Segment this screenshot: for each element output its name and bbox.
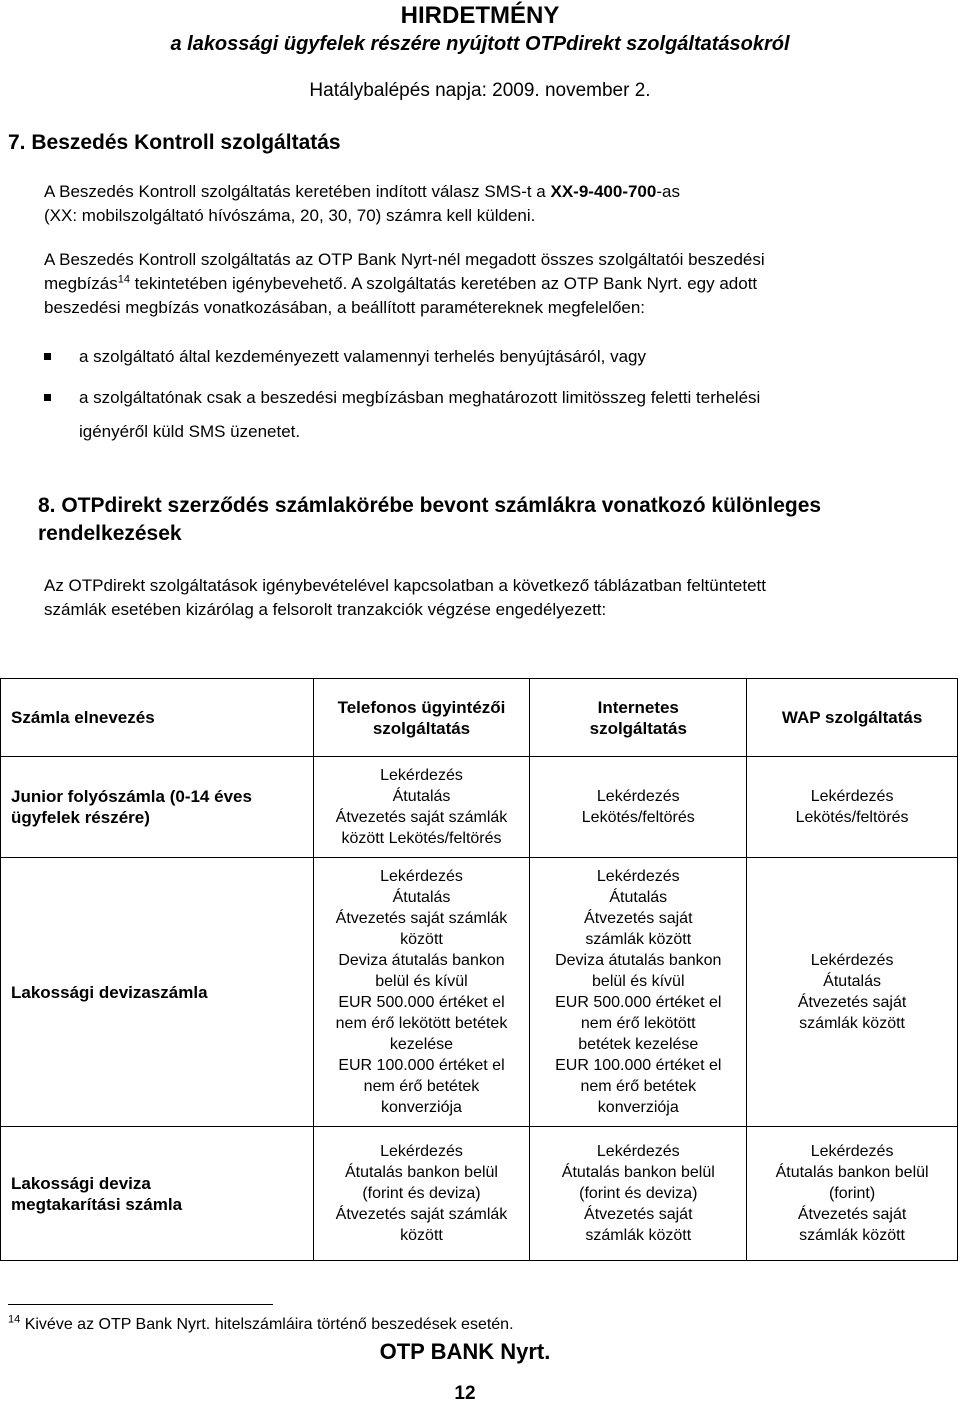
account-services-table xyxy=(0,678,958,1261)
cell-line: Átvezetés saját xyxy=(797,994,907,1011)
cell-line: Átutalás xyxy=(392,788,451,805)
footnote-ref: 14 xyxy=(117,273,130,286)
cell-line: Átutalás bankon belül xyxy=(775,1164,929,1181)
table-cell xyxy=(747,757,958,858)
table-cell xyxy=(313,757,530,858)
cell-line: Átvezetés saját xyxy=(584,1206,693,1223)
table-cell xyxy=(747,858,958,1127)
cell-line: Deviza átutalás bankon xyxy=(555,952,722,969)
bullet-item xyxy=(44,386,924,446)
cell-line: nem érő lekötött betétek xyxy=(335,1015,508,1032)
intro-line-2: számlák esetében kizárólag a felsorolt tranzakciók végzése engedélyezett: xyxy=(44,600,607,619)
bullet-text xyxy=(79,386,924,444)
cell-line: Internetes xyxy=(597,697,679,717)
p2-line-2a: megbízás xyxy=(44,274,118,293)
table-cell xyxy=(747,1127,958,1261)
cell-line: Lakossági devizaszámla xyxy=(11,982,208,1002)
cell-line: Átvezetés saját számlák xyxy=(335,910,508,927)
footnote-number: 14 xyxy=(8,1313,21,1326)
bullet-square-icon xyxy=(44,353,51,360)
cell-line: Lekérdezés xyxy=(380,1143,463,1160)
cell-line: szolgáltatás xyxy=(372,718,471,738)
cell-line: Lekötés/feltörés xyxy=(795,809,909,826)
header-cell-account-name xyxy=(1,679,314,757)
cell-line: belül és kívül xyxy=(592,973,685,990)
cell-line: között Lekötés/feltörés xyxy=(341,830,502,847)
cell-line: Átvezetés saját számlák xyxy=(335,1206,508,1223)
bullet-text-line-1: a szolgáltatónak csak a beszedési megbízásban meghatározott limitösszeg feletti terhelési xyxy=(79,388,761,407)
table-cell xyxy=(313,1127,530,1261)
table-cell xyxy=(313,858,530,1127)
cell-line: között xyxy=(400,1227,443,1244)
cell-line: Átvezetés saját számlák xyxy=(335,809,508,826)
header-cell-phone-service xyxy=(313,679,530,757)
cell-line: között xyxy=(400,931,443,948)
footnote-text: Kivéve az OTP Bank Nyrt. hitelszámláira történő beszedések esetén. xyxy=(20,1316,514,1333)
cell-line: Lekérdezés xyxy=(810,788,894,805)
cell-line: Átvezetés saját xyxy=(584,910,693,927)
cell-line: ügyfelek részére) xyxy=(11,808,150,827)
cell-line: Számla elnevezés xyxy=(11,708,155,727)
table-row xyxy=(1,858,958,1127)
cell-line: számlák között xyxy=(585,931,692,948)
page-number: 12 xyxy=(454,1383,476,1404)
cell-line: Telefonos ügyintézői xyxy=(337,697,506,717)
cell-line: Lekérdezés xyxy=(596,788,680,805)
header-cell-wap-service xyxy=(747,679,958,757)
cell-line: EUR 500.000 értéket el xyxy=(338,994,505,1011)
p1-text-b: -as xyxy=(656,182,680,201)
cell-line: számlák között xyxy=(799,1015,905,1032)
cell-line: (forint és deviza) xyxy=(362,1185,481,1202)
cell-line: Átutalás bankon belül xyxy=(344,1164,498,1181)
cell-line: (forint és deviza) xyxy=(579,1185,698,1202)
cell-line: Átvezetés saját xyxy=(797,1206,907,1223)
section-7-heading: 7. Beszedés Kontroll szolgáltatás xyxy=(8,131,341,154)
cell-line: számlák között xyxy=(799,1227,905,1244)
table-cell xyxy=(530,858,747,1127)
cell-line: WAP szolgáltatás xyxy=(781,708,923,727)
cell-line: Lekérdezés xyxy=(380,767,463,784)
bullet-square-icon xyxy=(44,394,51,401)
cell-line: Átutalás xyxy=(609,889,668,906)
row-name-cell xyxy=(1,1127,314,1261)
document-title: HIRDETMÉNY xyxy=(400,2,560,29)
section-8-heading xyxy=(38,492,938,548)
p2-line-3: beszedési megbízás vonatkozásában, a beállított paramétereknek megfelelően: xyxy=(44,298,646,317)
bullet-text: a szolgáltató által kezdeményezett valamennyi terhelés benyújtásáról, vagy xyxy=(79,347,646,366)
cell-line: EUR 500.000 értéket el xyxy=(555,994,722,1011)
header-cell-internet-service xyxy=(530,679,747,757)
cell-line: nem érő betétek xyxy=(580,1078,697,1095)
section-8-intro xyxy=(44,574,924,622)
cell-line: szolgáltatás xyxy=(589,718,687,738)
cell-line: Lekérdezés xyxy=(596,868,680,885)
section-8-heading-line-1: 8. OTPdirekt szerződés számlakörébe bevont számlákra vonatkozó különleges xyxy=(38,494,822,517)
table-cell xyxy=(530,757,747,858)
cell-line: Lekérdezés xyxy=(810,952,894,969)
cell-line: Átutalás xyxy=(392,889,451,906)
row-name-cell xyxy=(1,757,314,858)
cell-line: Lekérdezés xyxy=(380,868,463,885)
cell-line: betétek kezelése xyxy=(578,1036,699,1053)
cell-line: Lekérdezés xyxy=(596,1143,680,1160)
cell-line: EUR 100.000 értéket el xyxy=(555,1057,722,1074)
cell-line: konverziója xyxy=(597,1099,679,1116)
section-7-paragraph-2 xyxy=(44,248,924,320)
effective-date: Hatálybalépés napja: 2009. november 2. xyxy=(309,80,651,101)
footnote-divider xyxy=(8,1304,273,1305)
cell-line: Átutalás bankon belül xyxy=(561,1164,715,1181)
sms-number: XX-9-400-700 xyxy=(550,182,657,201)
cell-line: Deviza átutalás bankon xyxy=(338,952,505,969)
p2-line-2b: tekintetében igénybevehető. A szolgáltatás keretében az OTP Bank Nyrt. egy adott xyxy=(129,274,758,293)
cell-line: (forint) xyxy=(828,1185,876,1202)
section-8-heading-line-2: rendelkezések xyxy=(38,522,182,545)
cell-line: Átutalás xyxy=(823,973,881,990)
cell-line: konverziója xyxy=(381,1099,462,1116)
cell-line: megtakarítási számla xyxy=(11,1194,183,1214)
footnote xyxy=(8,1314,514,1336)
cell-line: nem érő betétek xyxy=(363,1078,480,1095)
cell-line: Lakossági deviza xyxy=(11,1173,151,1193)
intro-line-1: Az OTPdirekt szolgáltatások igénybevételével kapcsolatban a következő táblázatban feltüntetett xyxy=(44,576,766,595)
cell-line: EUR 100.000 értéket el xyxy=(338,1057,505,1074)
p1-text-a: A Beszedés Kontroll szolgáltatás keretében indított válasz SMS-t a xyxy=(44,182,551,201)
cell-line: számlák között xyxy=(585,1227,692,1244)
table-header-row xyxy=(1,679,958,757)
table-cell xyxy=(530,1127,747,1261)
document-subtitle: a lakossági ügyfelek részére nyújtott OTPdirekt szolgáltatásokról xyxy=(170,33,790,55)
cell-line: kezelése xyxy=(389,1036,454,1053)
bullet-item xyxy=(44,345,924,369)
row-name-cell xyxy=(1,858,314,1127)
section-7-paragraph-1 xyxy=(44,180,924,228)
cell-line: Junior folyószámla (0-14 éves xyxy=(11,787,252,806)
cell-line: belül és kívül xyxy=(375,973,468,990)
footer-bank-name: OTP BANK Nyrt. xyxy=(379,1339,551,1364)
cell-line: Lekötés/feltörés xyxy=(581,809,695,826)
bullet-text-line-2: igényéről küld SMS üzenetet. xyxy=(79,422,301,441)
cell-line: Lekérdezés xyxy=(810,1143,894,1160)
cell-line: nem érő lekötött xyxy=(580,1015,696,1032)
table-row xyxy=(1,1127,958,1261)
p2-line-1: A Beszedés Kontroll szolgáltatás az OTP Bank Nyrt-nél megadott összes szolgáltatói beszedési xyxy=(44,250,765,269)
table-row xyxy=(1,757,958,858)
p1-line-2: (XX: mobilszolgáltató hívószáma, 20, 30, 70) számra kell küldeni. xyxy=(44,206,536,225)
